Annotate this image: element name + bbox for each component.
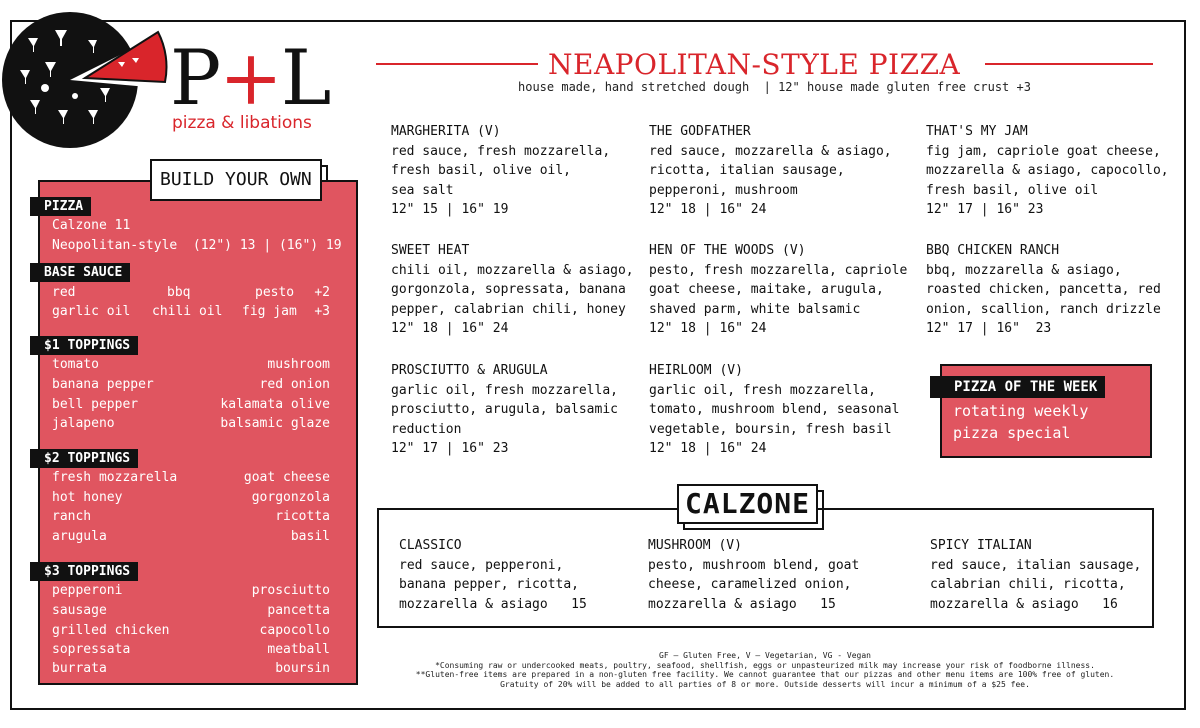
list-item: sopressata meatball	[52, 642, 330, 657]
footnote-raw-warning: *Consuming raw or undercooked meats, poultry, seafood, shellfish, eggs or unpasteurized milk may increase your risk of foodborne illness.	[435, 660, 1095, 670]
pizza-logo-icon	[0, 0, 170, 160]
menu-item: THE GODFATHER red sauce, mozzarella & asiago, ricotta, italian sausage, pepperoni, mushroom 12" 18 | 16" 24	[649, 124, 892, 218]
list-item: bell pepper kalamata olive	[52, 397, 330, 412]
toppings-3-section-header: $3 TOPPINGS	[30, 562, 138, 581]
list-item: pepperoni prosciutto	[52, 583, 330, 598]
list-item: hot honey gorgonzola	[52, 490, 330, 505]
list-item: Neopolitan-style (12") 13 | (16") 19	[52, 238, 342, 253]
menu-item: THAT'S MY JAM fig jam, capriole goat cheese, mozzarella & asiago, capocollo, fresh basil, olive oil 12" 17 | 16" 23	[926, 124, 1169, 218]
list-item: red bbq pesto +2	[52, 285, 330, 300]
footnotes	[380, 651, 1150, 689]
title-rule-right	[985, 63, 1153, 65]
pizza-of-the-week-body: rotating weekly pizza special	[953, 402, 1089, 442]
list-item: ranch ricotta	[52, 509, 330, 524]
menu-item: BBQ CHICKEN RANCH bbq, mozzarella & asiago, roasted chicken, pancetta, red onion, scallion, ranch drizzle 12" 17 | 16" 23	[926, 243, 1161, 337]
list-item: sausage pancetta	[52, 603, 330, 618]
list-item: jalapeno balsamic glaze	[52, 416, 330, 431]
menu-item: CLASSICO red sauce, pepperoni, banana pepper, ricotta, mozzarella & asiago 15	[399, 538, 587, 612]
list-item: garlic oil chili oil fig jam +3	[52, 304, 330, 319]
list-item: banana pepper red onion	[52, 377, 330, 392]
list-item: grilled chicken capocollo	[52, 623, 330, 638]
brand-name: P+L	[170, 33, 330, 122]
build-your-own-title: BUILD YOUR OWN	[150, 159, 322, 201]
menu-item: SPICY ITALIAN red sauce, italian sausage, calabrian chili, ricotta, mozzarella & asiago 16	[930, 538, 1142, 612]
toppings-2-section-header: $2 TOPPINGS	[30, 449, 138, 468]
pizza-section-header: PIZZA	[30, 197, 91, 216]
list-item: fresh mozzarella goat cheese	[52, 470, 330, 485]
brand-tagline: pizza & libations	[172, 113, 312, 133]
footnote-legend: GF – Gluten Free, V – Vegetarian, VG - Vegan	[659, 651, 871, 660]
menu-item: MARGHERITA (V) red sauce, fresh mozzarella, fresh basil, olive oil, sea salt 12" 15 | 16" 19	[391, 124, 611, 218]
pizza-of-the-week-title: PIZZA OF THE WEEK	[930, 376, 1105, 398]
title-rule-left	[376, 63, 538, 65]
footnote-gratuity: Gratuity of 20% will be added to all parties of 8 or more. Outside desserts will incur a minimum of a $25 fee.	[500, 679, 1030, 689]
toppings-1-section-header: $1 TOPPINGS	[30, 336, 138, 355]
menu-item: HEIRLOOM (V) garlic oil, fresh mozzarella, tomato, mushroom blend, seasonal vegetable, boursin, fresh basil 12" 18 | 16" 24	[649, 363, 900, 457]
menu-item: MUSHROOM (V) pesto, mushroom blend, goat cheese, caramelized onion, mozzarella & asiago 15	[648, 538, 860, 612]
calzone-title: CALZONE	[677, 484, 818, 524]
pizza-section-title: NEAPOLITAN-STYLE PIZZA	[548, 48, 961, 81]
logo	[0, 0, 350, 160]
footnote-gluten: **Gluten-free items are prepared in a non-gluten free facility. We cannot guarantee that our pizzas and other menu items are 100% free of gluten.	[415, 670, 1115, 679]
base-sauce-section-header: BASE SAUCE	[30, 263, 130, 282]
list-item: Calzone 11	[52, 218, 131, 233]
menu-item: SWEET HEAT chili oil, mozzarella & asiago, gorgonzola, sopressata, banana pepper, calabrian chili, honey 12" 18 | 16" 24	[391, 243, 634, 337]
list-item: burrata boursin	[52, 661, 330, 676]
list-item: tomato mushroom	[52, 357, 330, 372]
menu-item: HEN OF THE WOODS (V) pesto, fresh mozzarella, capriole goat cheese, maitake, arugula, shaved parm, white balsamic 12" 18 | 16" 24	[649, 243, 908, 337]
list-item: arugula basil	[52, 529, 330, 544]
menu-item: PROSCIUTTO & ARUGULA garlic oil, fresh mozzarella, prosciutto, arugula, balsamic reduction 12" 17 | 16" 23	[391, 363, 618, 457]
pizza-section-subtitle: house made, hand stretched dough | 12" house made gluten free crust +3	[518, 80, 1031, 94]
